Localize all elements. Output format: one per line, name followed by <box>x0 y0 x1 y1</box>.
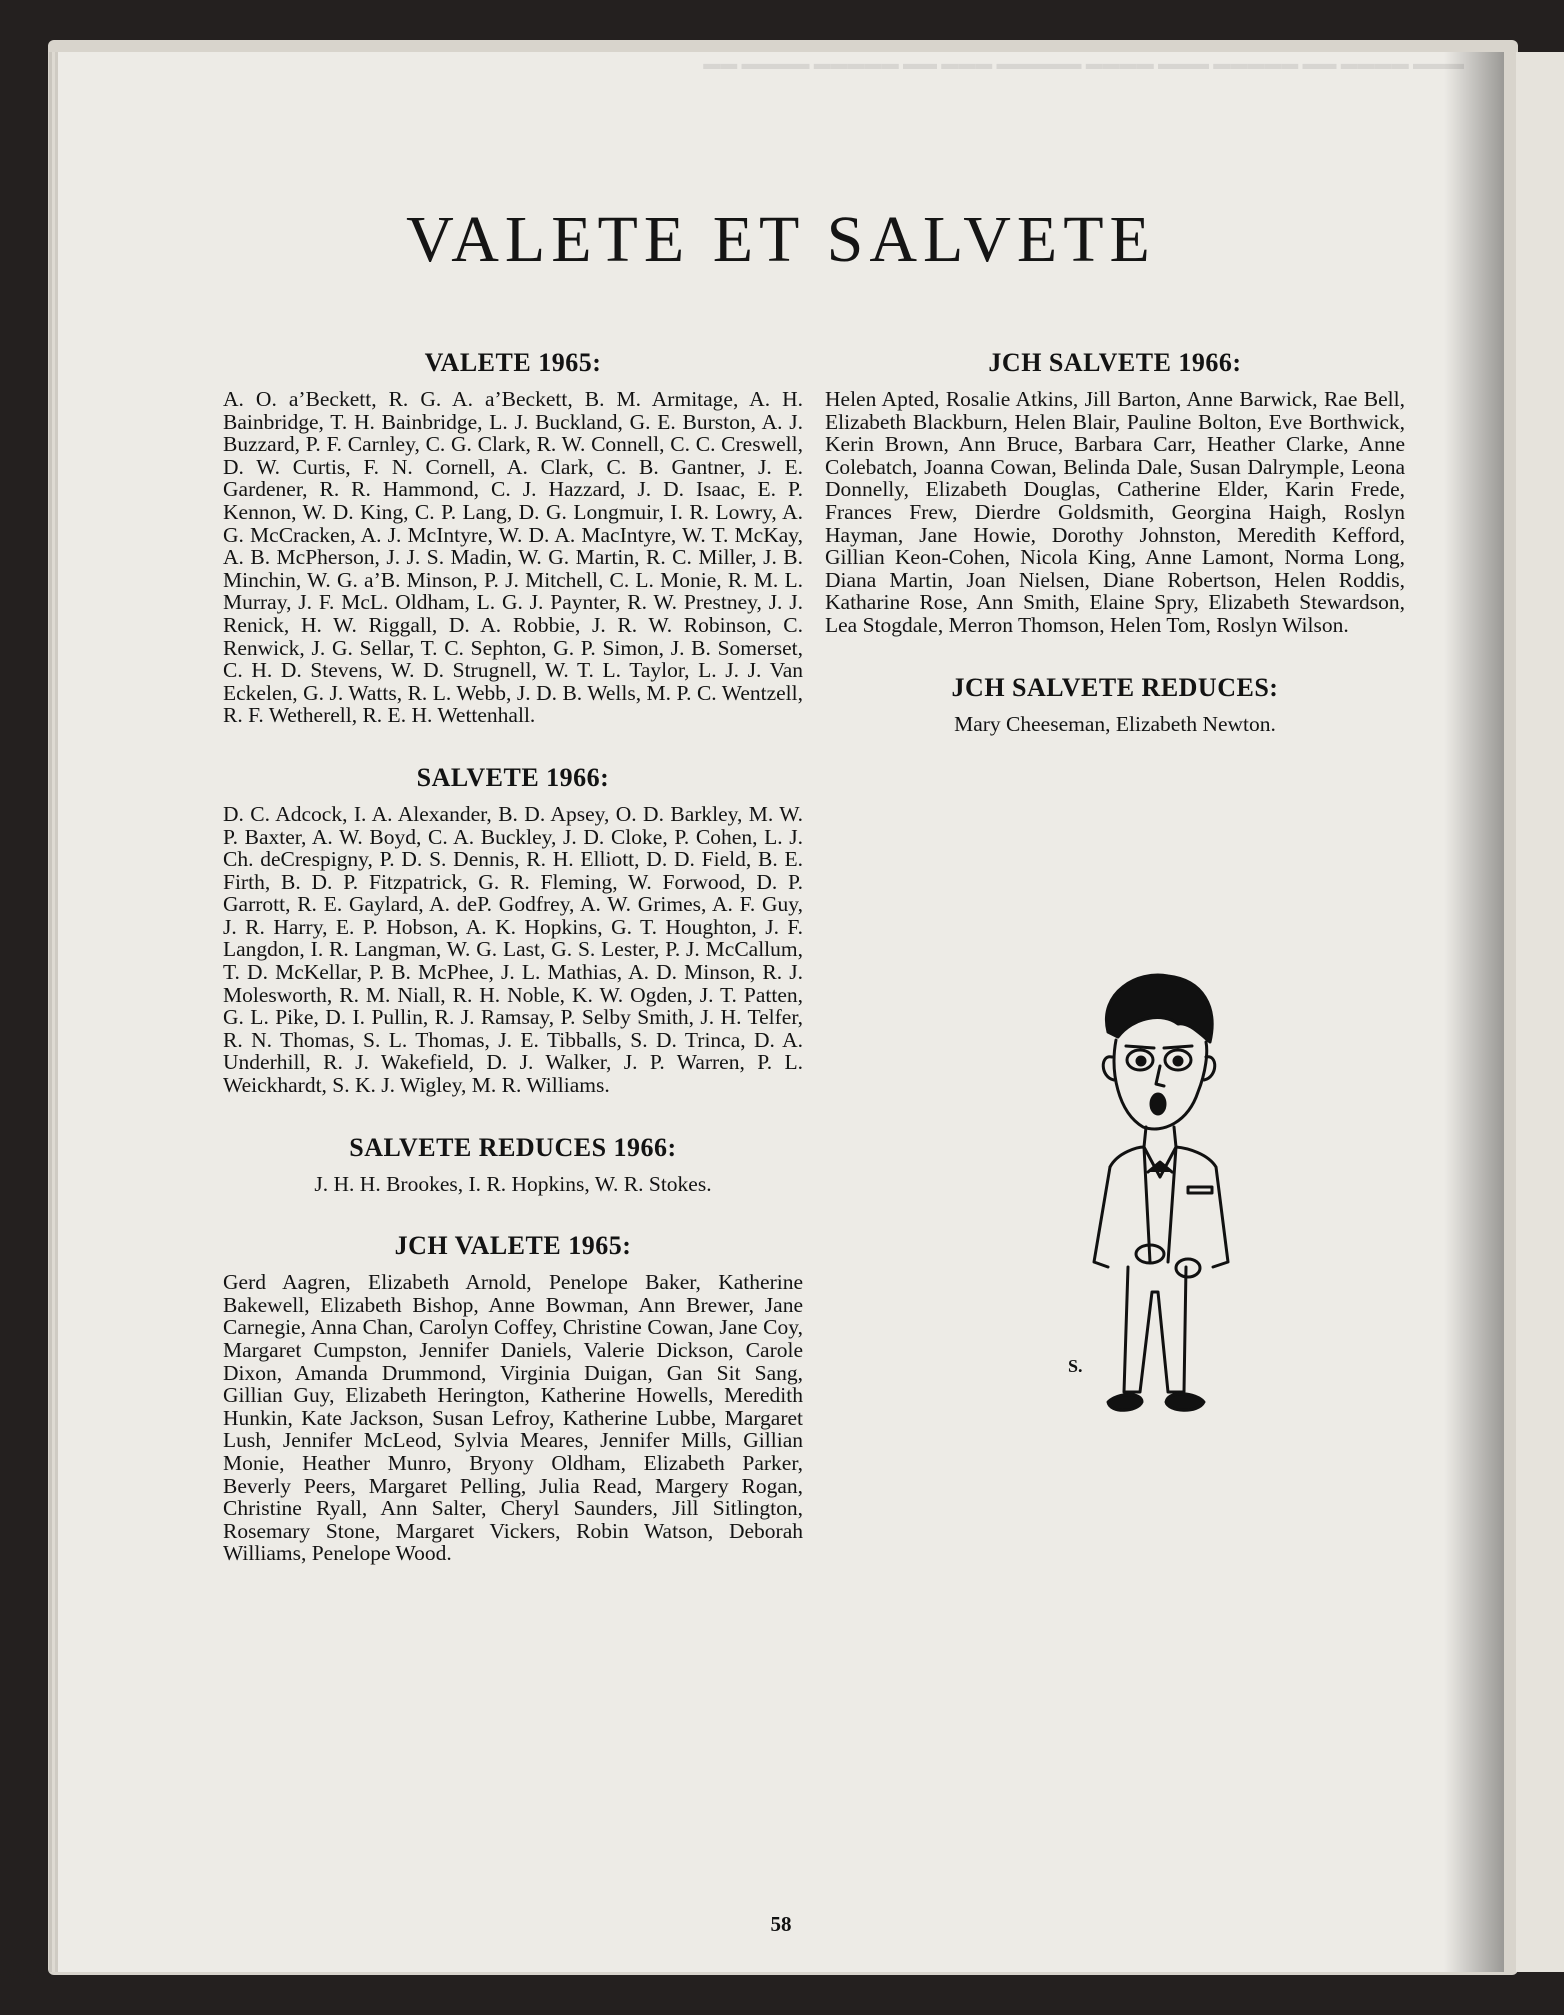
show-through-texture: ▬▬▬ ▬▬▬▬ ▬▬ ▬▬▬▬▬ ▬▬▬ ▬▬▬▬ ▬▬▬▬▬ ▬▬▬ ▬▬ ▬▬▬▬▬ ▬▬▬▬ ▬▬ <box>703 54 1464 73</box>
jch-salvete-1966-section <box>825 348 1405 637</box>
jch-salvete-reduces-section <box>825 673 1405 736</box>
name-list: Mary Cheeseman, Elizabeth Newton. <box>954 711 1276 736</box>
document-page <box>58 52 1504 1972</box>
page-title: VALETE ET SALVETE <box>406 203 1156 276</box>
section-heading: JCH SALVETE REDUCES: <box>951 672 1279 702</box>
left-column <box>223 348 803 1565</box>
name-list: J. H. H. Brookes, I. R. Hopkins, W. R. Stokes. <box>314 1171 712 1196</box>
section-heading: JCH VALETE 1965: <box>394 1231 632 1261</box>
artist-signature: S. <box>1068 1356 1083 1376</box>
name-list: A. O. a’Beckett, R. G. A. a’Beckett, B. M. Armitage, A. H. Bainbridge, T. H. Bainbridge, L. J. Buckland, G. E. Burston, A. J. Buzzard, P. F. Carnley, C. G. Clark, R. W. Connell, C. C. Creswell, D. W. Curtis, F. N. Cornell, A. Clark, C. B. Gantner, J. E. Gardener, R. R. Hammond, C. J. Hazzard, J. D. Isaac, E. P. Kennon, W. D. King, C. P. Lang, D. G. Longmuir, I. R. Lowry, A. G. McCracken, A. J. McIntyre, W. D. A. MacIntyre, W. T. McKay, A. B. McPherson, J. J. S. Madin, W. G. Martin, R. C. Miller, J. B. Minchin, W. G. a’B. Minson, P. J. Mitchell, C. L. Monie, R. M. L. Murray, J. F. McL. Oldham, L. G. J. Paynter, R. W. Prestney, J. J. Renick, H. W. Riggall, D. A. Robbie, J. R. W. Robinson, C. Renwick, J. G. Sellar, T. C. Sephton, G. P. Simon, J. B. Somerset, C. H. D. Stevens, W. D. Strugnell, W. T. L. Taylor, L. J. J. Van Eckelen, G. J. Watts, R. L. Webb, J. D. B. Wells, M. P. C. Wentzell, R. F. Wetherell, R. E. H. Wettenhall. <box>223 387 803 728</box>
name-list: Helen Apted, Rosalie Atkins, Jill Barton, Anne Barwick, Rae Bell, Elizabeth Blackburn, Helen Blair, Pauline Bolton, Eve Borthwick, Kerin Brown, Ann Bruce, Barbara Carr, Heather Clarke, Anne Colebatch, Joanna Cowan, Belinda Dale, Susan Dalrymple, Leona Donnelly, Elizabeth Douglas, Catherine Elder, Karin Frede, Frances Frew, Dierdre Goldsmith, Georgina Haigh, Roslyn Hayman, Jane Howie, Dorothy Johnston, Meredith Kefford, Gillian Keon-Cohen, Nicola King, Anne Lamont, Norma Long, Diana Martin, Joan Nielsen, Diane Robertson, Helen Roddis, Katharine Rose, Ann Smith, Elaine Spry, Elizabeth Stewardson, Lea Stogdale, Merron Thomson, Helen Tom, Roslyn Wilson. <box>825 387 1405 637</box>
page-number: 58 <box>770 1912 792 1936</box>
name-list: Gerd Aagren, Elizabeth Arnold, Penelope Baker, Katherine Bakewell, Elizabeth Bishop, Anne Bowman, Ann Brewer, Jane Carnegie, Anna Chan, Carolyn Coffey, Christine Cowan, Jane Coy, Margaret Cumpston, Jennifer Daniels, Valerie Dickson, Carole Dixon, Amanda Drummond, Virginia Duigan, Gan Sit Sang, Gillian Guy, Elizabeth Herington, Katherine Howells, Meredith Hunkin, Kate Jackson, Susan Lefroy, Katherine Lubbe, Margaret Lush, Jennifer McLeod, Sylvia Meares, Jennifer Mills, Gillian Monie, Heather Munro, Bryony Oldham, Elizabeth Parker, Beverly Peers, Margaret Pelling, Julia Read, Margery Rogan, Christine Ryall, Ann Salter, Cheryl Saunders, Jill Sitlington, Rosemary Stone, Margaret Vickers, Robin Watson, Deborah Williams, Penelope Wood. <box>223 1270 803 1566</box>
section-heading: SALVETE REDUCES 1966: <box>349 1132 677 1162</box>
name-list: D. C. Adcock, I. A. Alexander, B. D. Apsey, O. D. Barkley, M. W. P. Baxter, A. W. Boyd, C. A. Buckley, J. D. Cloke, P. Cohen, L. J. Ch. deCrespigny, P. D. S. Dennis, R. H. Elliott, D. D. Field, B. E. Firth, B. D. P. Fitzpatrick, G. R. Fleming, W. Forwood, D. P. Garrott, R. E. Gaylard, A. deP. Godfrey, A. W. Grimes, A. F. Guy, J. R. Harry, E. P. Hobson, A. K. Hopkins, G. T. Houghton, J. F. Langdon, I. R. Langman, W. G. Last, G. S. Lester, P. J. McCallum, T. D. McKellar, P. B. McPhee, J. L. Mathias, A. D. Minson, R. J. Molesworth, R. M. Niall, R. H. Noble, K. W. Ogden, J. T. Patten, G. L. Pike, D. I. Pullin, R. J. Ramsay, P. Selby Smith, J. H. Telfer, R. N. Thomas, S. L. Thomas, J. E. Tibballs, S. D. Trinca, D. A. Underhill, R. J. Wakefield, D. J. Walker, J. P. Warren, P. L. Weickhardt, S. K. J. Wigley, M. R. Williams. <box>223 801 803 1098</box>
section-heading: JCH SALVETE 1966: <box>988 348 1242 377</box>
jch-valete-1965-section <box>223 1231 803 1565</box>
section-heading: SALVETE 1966: <box>416 762 610 792</box>
student-cartoon-illustration <box>1038 962 1268 1442</box>
spine-shadow <box>1444 52 1504 1972</box>
facing-page-edge <box>1516 52 1564 1972</box>
valete-1965-section <box>223 348 803 727</box>
salvete-1966-section <box>223 763 803 1097</box>
right-column <box>825 348 1405 735</box>
section-heading: VALETE 1965: <box>424 348 602 377</box>
salvete-reduces-1966-section <box>223 1133 803 1196</box>
